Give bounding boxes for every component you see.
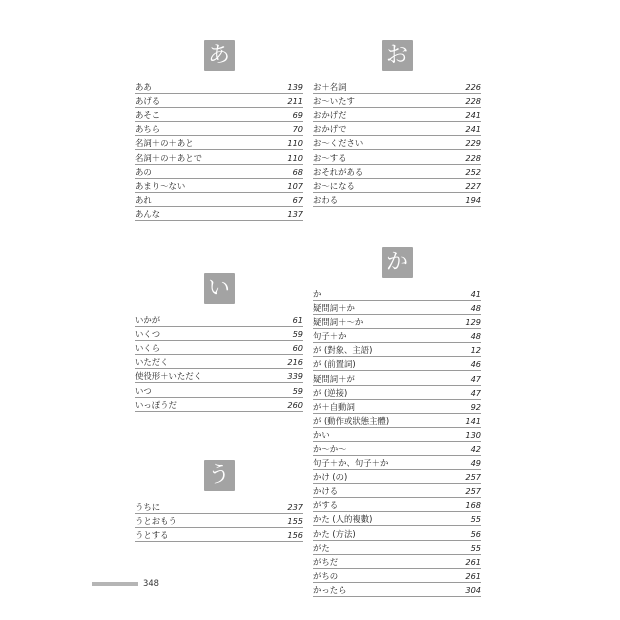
index-section — [313, 40, 481, 207]
entry-page-number: 228 — [465, 152, 481, 163]
entry-page-number: 257 — [465, 472, 481, 483]
entry-page-number: 130 — [465, 429, 481, 440]
entry-term: おわる — [313, 194, 339, 205]
entry-page-number: 67 — [292, 194, 303, 205]
entry-page-number: 227 — [465, 180, 481, 191]
entry-term: 使役形＋いただく — [135, 371, 202, 382]
entry-term: いつ — [135, 385, 152, 396]
index-entry — [313, 80, 481, 94]
entry-page-number: 110 — [287, 138, 303, 149]
index-entry — [135, 207, 303, 221]
entry-page-number: 47 — [470, 373, 481, 384]
entry-page-number: 211 — [287, 96, 303, 107]
index-section — [135, 460, 303, 542]
index-entry — [313, 470, 481, 484]
index-entry — [135, 150, 303, 164]
entry-page-number: 252 — [465, 166, 481, 177]
entry-page-number: 155 — [287, 515, 303, 526]
entry-term: がちの — [313, 570, 339, 581]
index-section — [135, 273, 303, 412]
entry-term: かったら — [313, 584, 347, 595]
index-entry — [313, 400, 481, 414]
entry-term: お～ください — [313, 138, 364, 149]
section-heading: あ — [204, 40, 235, 71]
entry-term: あまり～ない — [135, 180, 186, 191]
entry-term: おかげで — [313, 124, 347, 135]
entry-page-number: 226 — [465, 82, 481, 93]
index-entry — [313, 122, 481, 136]
index-entry — [135, 94, 303, 108]
index-entry — [313, 301, 481, 315]
entry-term: いっぽうだ — [135, 399, 177, 410]
entry-term: あの — [135, 166, 152, 177]
index-entry — [313, 371, 481, 385]
entry-page-number: 237 — [287, 501, 303, 512]
entry-page-number: 49 — [470, 458, 481, 469]
footer-bar — [92, 582, 138, 586]
index-entry — [313, 386, 481, 400]
entry-term: いくら — [135, 343, 161, 354]
index-entry — [313, 193, 481, 207]
index-entry — [135, 327, 303, 341]
index-entry — [135, 341, 303, 355]
entry-term: うとする — [135, 529, 169, 540]
index-entry — [135, 313, 303, 327]
entry-page-number: 194 — [465, 194, 481, 205]
index-entry — [313, 442, 481, 456]
entry-list — [313, 287, 481, 597]
entry-term: かた (人的複數) — [313, 514, 373, 525]
index-entry — [313, 428, 481, 442]
entry-term: か — [313, 288, 322, 299]
index-entry — [313, 315, 481, 329]
entry-term: 疑問詞＋～か — [313, 317, 364, 328]
index-entry — [135, 383, 303, 397]
index-entry — [313, 108, 481, 122]
entry-term: かける — [313, 486, 339, 497]
page-number: 348 — [143, 578, 159, 588]
entry-term: か～か～ — [313, 443, 347, 454]
entry-page-number: 92 — [470, 401, 481, 412]
entry-list — [313, 80, 481, 207]
entry-term: 疑問詞＋か — [313, 303, 355, 314]
index-entry — [313, 569, 481, 583]
entry-term: 名詞＋の＋あとで — [135, 152, 202, 163]
entry-page-number: 55 — [470, 514, 481, 525]
index-entry — [313, 414, 481, 428]
section-heading: う — [204, 460, 235, 491]
entry-page-number: 129 — [465, 317, 481, 328]
section-heading: か — [382, 247, 413, 278]
index-entry — [135, 369, 303, 383]
entry-page-number: 110 — [287, 152, 303, 163]
index-entry — [313, 94, 481, 108]
index-entry — [135, 179, 303, 193]
index-entry — [135, 528, 303, 542]
entry-term: おかげだ — [313, 110, 347, 121]
entry-term: あれ — [135, 194, 152, 205]
index-entry — [313, 484, 481, 498]
right-column — [313, 40, 481, 597]
entry-page-number: 48 — [470, 331, 481, 342]
entry-term: お＋名詞 — [313, 82, 347, 93]
entry-term: が (動作或狀態主體) — [313, 415, 390, 426]
entry-term: がする — [313, 500, 339, 511]
entry-term: がちだ — [313, 556, 339, 567]
entry-term: がた — [313, 542, 330, 553]
entry-term: あげる — [135, 96, 161, 107]
entry-page-number: 59 — [292, 329, 303, 340]
index-entry — [313, 343, 481, 357]
entry-term: うとおもう — [135, 515, 177, 526]
entry-page-number: 304 — [465, 584, 481, 595]
entry-page-number: 48 — [470, 303, 481, 314]
index-entry — [135, 500, 303, 514]
entry-page-number: 55 — [470, 542, 481, 553]
entry-page-number: 228 — [465, 96, 481, 107]
index-entry — [135, 398, 303, 412]
entry-page-number: 59 — [292, 385, 303, 396]
entry-term: が (逆接) — [313, 387, 348, 398]
entry-term: が (對象、主語) — [313, 345, 373, 356]
index-section — [313, 247, 481, 597]
entry-list — [135, 313, 303, 412]
entry-page-number: 168 — [465, 500, 481, 511]
entry-page-number: 137 — [287, 208, 303, 219]
entry-page-number: 241 — [465, 110, 481, 121]
entry-term: お～する — [313, 152, 347, 163]
entry-page-number: 41 — [470, 288, 481, 299]
entry-list — [135, 500, 303, 542]
section-heading: い — [204, 273, 235, 304]
index-entry — [313, 526, 481, 540]
entry-term: あそこ — [135, 110, 161, 121]
entry-page-number: 12 — [470, 345, 481, 356]
entry-term: が＋自動詞 — [313, 401, 355, 412]
entry-term: 名詞＋の＋あと — [135, 138, 194, 149]
entry-page-number: 46 — [470, 359, 481, 370]
entry-term: かけ (の) — [313, 472, 348, 483]
index-entry — [313, 541, 481, 555]
entry-term: おそれがある — [313, 166, 364, 177]
entry-page-number: 339 — [287, 371, 303, 382]
entry-page-number: 257 — [465, 486, 481, 497]
entry-page-number: 69 — [292, 110, 303, 121]
entry-term: あんな — [135, 208, 161, 219]
index-entry — [135, 193, 303, 207]
entry-page-number: 42 — [470, 443, 481, 454]
entry-page-number: 47 — [470, 387, 481, 398]
index-entry — [135, 108, 303, 122]
index-entry — [135, 122, 303, 136]
entry-page-number: 229 — [465, 138, 481, 149]
entry-page-number: 60 — [292, 343, 303, 354]
index-section — [135, 40, 303, 221]
section-heading: お — [382, 40, 413, 71]
index-entry — [313, 357, 481, 371]
index-entry — [135, 80, 303, 94]
entry-term: お～になる — [313, 180, 355, 191]
entry-page-number: 141 — [465, 415, 481, 426]
entry-term: 句子＋か — [313, 331, 347, 342]
index-entry — [135, 355, 303, 369]
entry-page-number: 61 — [292, 315, 303, 326]
entry-page-number: 56 — [470, 528, 481, 539]
entry-term: かた (方法) — [313, 528, 356, 539]
entry-term: が (前置詞) — [313, 359, 356, 370]
index-entry — [313, 150, 481, 164]
index-entry — [313, 456, 481, 470]
index-entry — [313, 555, 481, 569]
entry-list — [135, 80, 303, 221]
index-entry — [135, 514, 303, 528]
entry-term: お～いたす — [313, 96, 355, 107]
index-entry — [313, 583, 481, 597]
entry-term: あちら — [135, 124, 161, 135]
index-entry — [313, 498, 481, 512]
entry-page-number: 260 — [287, 399, 303, 410]
index-entry — [313, 512, 481, 526]
index-entry — [313, 165, 481, 179]
entry-page-number: 241 — [465, 124, 481, 135]
entry-term: かい — [313, 429, 330, 440]
left-column — [135, 40, 303, 542]
entry-term: ああ — [135, 82, 152, 93]
index-entry — [135, 136, 303, 150]
index-entry — [313, 179, 481, 193]
index-entry — [313, 287, 481, 301]
entry-term: うちに — [135, 501, 161, 512]
entry-page-number: 68 — [292, 166, 303, 177]
entry-term: いかが — [135, 315, 161, 326]
index-entry — [313, 136, 481, 150]
index-entry — [313, 329, 481, 343]
entry-term: いくつ — [135, 329, 161, 340]
entry-term: 句子＋か、句子＋か — [313, 458, 389, 469]
entry-term: いただく — [135, 357, 169, 368]
entry-page-number: 107 — [287, 180, 303, 191]
entry-page-number: 156 — [287, 529, 303, 540]
entry-page-number: 261 — [465, 556, 481, 567]
entry-term: 疑問詞＋が — [313, 373, 355, 384]
entry-page-number: 216 — [287, 357, 303, 368]
entry-page-number: 70 — [292, 124, 303, 135]
entry-page-number: 261 — [465, 570, 481, 581]
entry-page-number: 139 — [287, 82, 303, 93]
index-entry — [135, 165, 303, 179]
